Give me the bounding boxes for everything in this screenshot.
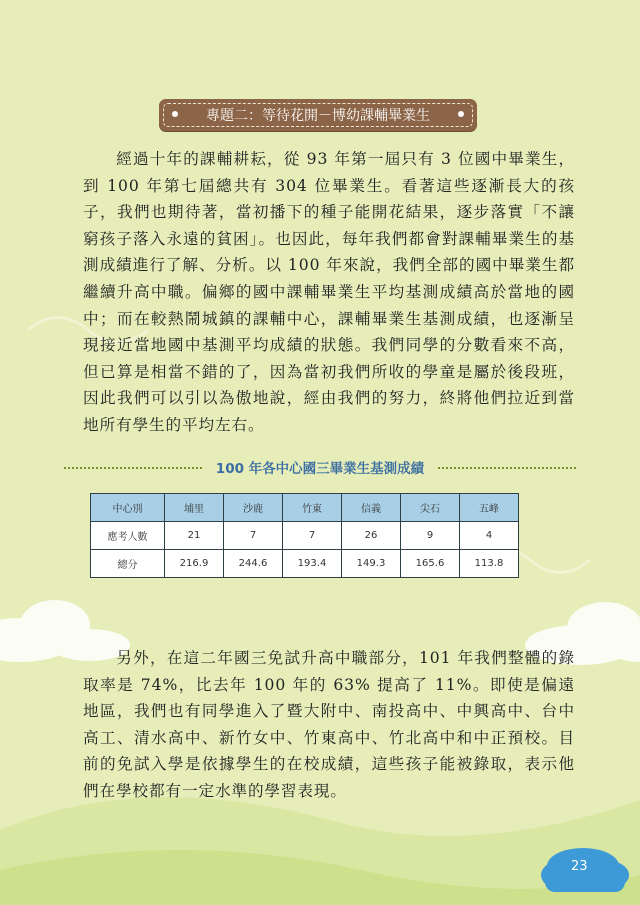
row-label: 應考人數 bbox=[91, 522, 165, 550]
table-cell: 244.6 bbox=[224, 550, 283, 578]
table-cell: 149.3 bbox=[342, 550, 401, 578]
table-cell: 9 bbox=[401, 522, 460, 550]
row-label: 總分 bbox=[91, 550, 165, 578]
section-title: 專題二：等待花開－博幼課輔畢業生 bbox=[206, 108, 430, 124]
paragraph-intro bbox=[83, 146, 575, 439]
header-cell-jianshi: 尖石 bbox=[401, 494, 460, 522]
table-row-examinees bbox=[91, 522, 519, 550]
score-table bbox=[90, 493, 519, 578]
table-header-row bbox=[91, 494, 519, 522]
table-caption-row bbox=[64, 457, 576, 479]
header-cell-puli: 埔里 bbox=[165, 494, 224, 522]
table-cell: 165.6 bbox=[401, 550, 460, 578]
paragraph-admission-text: 另外，在這二年國三免試升高中職部分，101 年我們整體的錄取率是 74%，比去年 100 年的 63% 提高了 11%。即使是偏遠地區，我們也有同學進入了暨大附中、南投高中、中興高中、台中高工、清水高中、新竹女中、竹東高中、竹北高中和中正預校。目前的免試入學是依據學生的在校成績，這些孩子能被錄取，表示他們在學校都有一定水準的學習表現。 bbox=[83, 649, 575, 800]
table-cell: 216.9 bbox=[165, 550, 224, 578]
table-cell: 4 bbox=[460, 522, 519, 550]
table-caption: 100 年各中心國三畢業生基測成績 bbox=[215, 461, 425, 477]
table-cell: 113.8 bbox=[460, 550, 519, 578]
table-row-total-score bbox=[91, 550, 519, 578]
header-cell-xinyi: 信義 bbox=[342, 494, 401, 522]
section-title-bar bbox=[159, 99, 477, 131]
paragraph-admission bbox=[83, 645, 575, 805]
header-cell-shalu: 沙鹿 bbox=[224, 494, 283, 522]
page-number: 23 bbox=[571, 859, 588, 874]
table-cell: 26 bbox=[342, 522, 401, 550]
table-cell: 193.4 bbox=[283, 550, 342, 578]
header-cell-center: 中心別 bbox=[91, 494, 165, 522]
table-cell: 7 bbox=[224, 522, 283, 550]
header-cell-zhudong: 竹東 bbox=[283, 494, 342, 522]
paragraph-intro-text: 經過十年的課輔耕耘，從 93 年第一屆只有 3 位國中畢業生，到 100 年第七屆總共有 304 位畢業生。看著這些逐漸長大的孩子，我們也期待著，當初播下的種子能開花結果，逐步落實「不讓窮孩子落入永遠的貧困」。也因此，每年我們都會對課輔畢業生的基測成績進行了解、分析。以 100 年來說，我們全部的國中畢業生都繼續升高中職。偏鄉的國中課輔畢業生平均基測成績高於當地的國中；而在較熱鬧城鎮的課輔中心，課輔畢業生基測成績，也逐漸呈現接近當地國中基測平均成績的狀態。我們同學的分數看來不高，但已算是相當不錯的了，因為當初我們所收的學童是屬於後段班，因此我們可以引以為傲地說，經由我們的努力，終將他們拉近到當地所有學生的平均左右。 bbox=[83, 150, 575, 434]
table-cell: 7 bbox=[283, 522, 342, 550]
header-cell-wufeng: 五峰 bbox=[460, 494, 519, 522]
table-cell: 21 bbox=[165, 522, 224, 550]
